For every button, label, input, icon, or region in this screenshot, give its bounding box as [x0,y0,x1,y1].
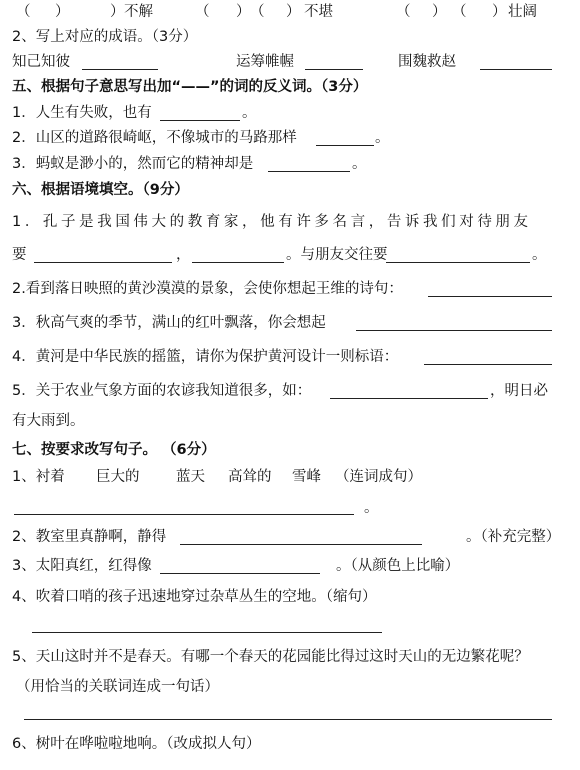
answer-blank[interactable] [24,719,552,720]
blank-open: （ [195,4,210,20]
answer-blank[interactable] [330,398,488,399]
answer-blank[interactable] [192,262,284,263]
question-title: 2、写上对应的成语。（3分） [12,29,198,45]
question-text: 2.看到落日映照的黄沙漠漠的景象，会使你想起王维的诗句： [12,281,403,297]
answer-blank[interactable] [305,69,363,70]
blank-open: （ [250,4,265,20]
requirement: （用恰当的关联词连成一句话） [16,679,219,695]
word-chip: 巨大的 [96,469,140,485]
answer-blank[interactable] [268,171,350,172]
requirement: 。（补充完整） [466,529,561,545]
blank-open: （ [16,4,31,20]
section-title: 七、按要求改写句子。 （6分） [12,442,216,458]
question-text: 。与朋友交往要 [286,247,388,263]
question-text: 4．黄河是中华民族的摇篮，请你为保护黄河设计一则标语： [12,349,399,365]
answer-blank[interactable] [424,364,552,365]
question-end: 。 [532,247,547,263]
answer-blank[interactable] [14,514,354,515]
question-text: 2、教室里真静啊，静得 [12,529,167,545]
question-end: 。 [375,130,390,146]
word-chip: 1、衬着 [12,469,65,485]
blank-close: ） [55,4,70,20]
question-text: 1．孔子是我国伟大的教育家，他有许多名言，告诉我们对待朋友 [12,214,532,230]
requirement: 。（从颜色上比喻） [336,558,460,574]
idiom: 围魏救赵 [398,54,456,70]
answer-blank[interactable] [180,544,422,545]
blank-open: （ [396,4,411,20]
blank-close: ） [110,4,125,20]
question-text: 3．秋高气爽的季节，满山的红叶飘落，你会想起 [12,315,326,331]
word-chip: 雪峰 [292,469,321,485]
question-text: 有大雨到。 [12,413,85,429]
blank-close: ） [286,4,301,20]
section-title: 五、根据句子意思写出加“——”的词的反义词。（3分） [12,79,368,95]
answer-blank[interactable] [32,632,382,633]
question-end: 。 [242,105,257,121]
question-text: ，明日必 [490,383,548,399]
word-chip: 高耸的 [228,469,272,485]
blank-close: ） [432,4,447,20]
question-text: 3．蚂蚁是渺小的，然而它的精神却是 [12,156,254,172]
answer-blank[interactable] [160,120,240,121]
question-end: 。 [364,500,379,516]
answer-blank[interactable] [386,262,530,263]
fill-item: 不解 [124,4,153,20]
question-text: 3、太阳真红，红得像 [12,558,152,574]
blank-close: ） [236,4,251,20]
question-text: 要 [12,247,27,263]
answer-blank[interactable] [480,69,552,70]
question-text: 2．山区的道路很崎岖，不像城市的马路那样 [12,130,297,146]
idiom: 运筹帷幄 [236,54,294,70]
fill-item: 不堪 [304,4,333,20]
idiom: 知己知彼 [12,54,70,70]
requirement: （连词成句） [335,469,422,485]
question-text: 4、吹着口哨的孩子迅速地穿过杂草丛生的空地。（缩句） [12,589,377,605]
answer-blank[interactable] [34,262,172,263]
answer-blank[interactable] [82,69,158,70]
blank-close: ） [492,4,507,20]
question-text: 6、树叶在哗啦啦地响。（改成拟人句） [12,736,261,752]
answer-blank[interactable] [428,296,552,297]
answer-blank[interactable] [160,573,320,574]
fill-item: 壮阔 [508,4,537,20]
comma: ， [176,247,191,263]
section-title: 六、根据语境填空。（9分） [12,182,189,198]
blank-open: （ [452,4,467,20]
answer-blank[interactable] [316,145,374,146]
question-text: 5、天山这时并不是春天。有哪一个春天的花园能比得过这时天山的无边繁花呢？ [12,649,529,665]
answer-blank[interactable] [356,330,552,331]
question-end: 。 [352,156,367,172]
word-chip: 蓝天 [176,469,205,485]
question-text: 5．关于农业气象方面的农谚我知道很多，如： [12,383,312,399]
question-text: 1．人生有失败，也有 [12,105,152,121]
